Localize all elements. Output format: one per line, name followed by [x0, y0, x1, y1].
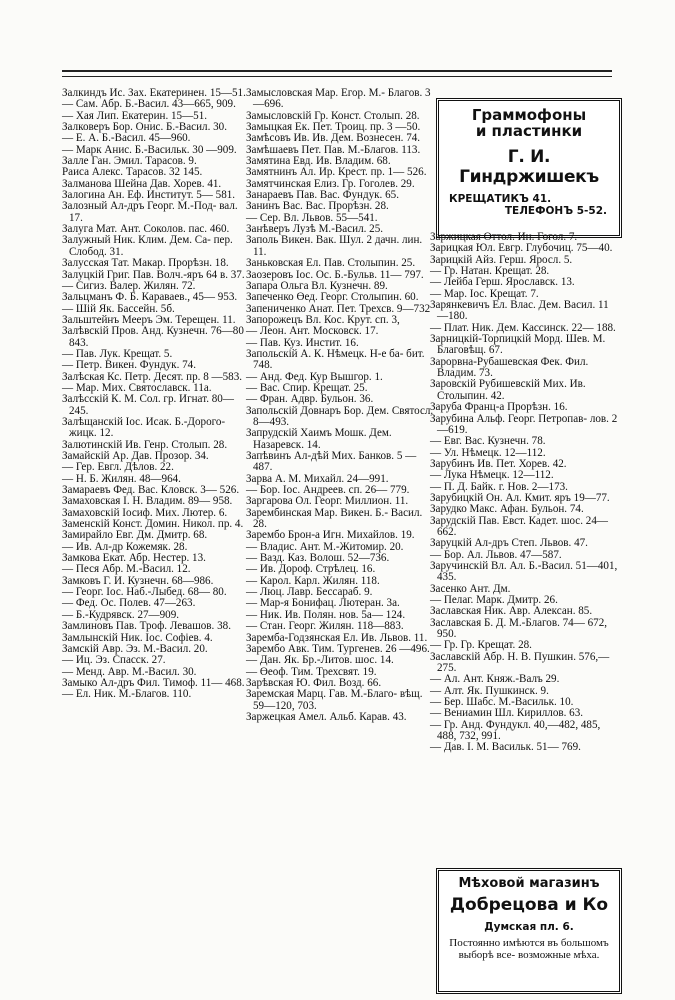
- directory-column-2: [246, 88, 434, 723]
- directory-entry: — Фед. Ос. Полев. 47—263.: [62, 597, 196, 610]
- directory-entry: Запара Ольга Вл. Кузнечн. 89.: [246, 279, 388, 292]
- directory-entry: Зарубина Альф. Георг. Петропав- лов. 2—619.: [430, 412, 618, 436]
- directory-entry: Замыцкая Ек. Пет. Троиц. пр. 3 —50.: [246, 121, 421, 134]
- directory-entry: — Вазд. Каз. Волош. 52—736.: [246, 552, 390, 565]
- directory-entry: Запеченко Өед. Георг. Столыпин. 60.: [246, 291, 419, 304]
- directory-entry: Зарудко Макс. Афан. Бульон. 74.: [430, 503, 584, 516]
- directory-entry: — Леон. Ант. Московск. 17.: [246, 325, 379, 338]
- directory-entry: — Бер. Шабс. М.-Васильк. 10.: [430, 696, 574, 709]
- directory-entry: Заремская Марц. Гав. М.-Благо- вѣщ. 59—120, 703.: [246, 688, 423, 712]
- fur-shop-advertisement: [436, 868, 622, 994]
- directory-entry: Заручинскій Вл. Ал. Б.-Васил. 51—401, 435.: [430, 559, 618, 584]
- directory-entry: Замаховская І. Н. Владим. 89— 958.: [62, 495, 233, 508]
- directory-entry: Заржицкая Оттол. Ин. Гогол. 7.: [430, 231, 578, 243]
- directory-entry: Зарорвна-Рубашевская Фек. Фил. Владим. 73.: [430, 355, 589, 380]
- gramophone-advertisement: [436, 98, 622, 238]
- directory-entry: Зарицкая Юл. Евгр. Глубочиц. 75—40.: [430, 242, 613, 255]
- ad-fur-line1: Мѣховой магазинъ: [458, 876, 600, 891]
- directory-entry: Заремба-Годзянская Ел. Ив. Львов. 11.: [246, 631, 428, 644]
- directory-entry: — Плат. Ник. Дем. Кассинск. 22— 188.: [430, 321, 616, 334]
- directory-entry: — Гр. Анд. Фундукл. 40,—482, 485, 488, 732, 991.: [430, 718, 601, 743]
- directory-entry: — Ел. Ник. М.-Благов. 110.: [62, 688, 192, 701]
- directory-entry: Зальштейнъ Мееръ Эм. Терещен. 11.: [62, 313, 236, 326]
- directory-entry: Замысловская Мар. Егор. М.- Благов. 3—696.: [246, 87, 431, 111]
- directory-entry: Засенко Ант. Дм.: [430, 582, 511, 595]
- ad-gramophone-name: Г. И. Гиндржишекъ: [459, 147, 599, 187]
- directory-entry: Залѣсскій К. М. Сол. гр. Игнат. 80—245.: [62, 393, 234, 417]
- directory-entry: Замараевъ Фед. Вас. Кловск. 3— 526.: [62, 484, 240, 497]
- directory-entry: — Марк Анис. Б.-Васильк. 30 —909.: [62, 143, 237, 156]
- directory-entry: Заславская Б. Д. М.-Благов. 74— 672, 950.: [430, 616, 608, 641]
- directory-entry: — Пав. Куз. Инстит. 16.: [246, 336, 359, 349]
- top-rule: [62, 70, 612, 72]
- directory-entry: Запольскій А. К. Нѣмецк. Н-е ба- бит. 748.: [246, 347, 425, 372]
- directory-entry: Залозный Ал-дръ Георг. М.-Под- вал. 17.: [62, 200, 238, 224]
- directory-entry: Раиса Алекс. Тарасов. 32 145.: [62, 166, 203, 179]
- directory-entry: Запрудскій Хаимъ Мошк. Дем. Назаревск. 14.: [246, 427, 392, 451]
- directory-entry: — Евг. Вас. Кузнечн. 78.: [430, 435, 546, 448]
- directory-column-1: [62, 88, 250, 701]
- directory-entry: Замятчинская Елиз. Гр. Гоголев. 29.: [246, 177, 415, 190]
- directory-entry: Зарва А. М. Михайл. 24—991.: [246, 472, 389, 485]
- directory-entry: — Лейба Герш. Ярославск. 13.: [430, 276, 575, 289]
- ad-gramophone-address: КРЕЩАТИКЪ 41.: [449, 193, 552, 205]
- directory-entry: Запениченко Анат. Пет. Трехсв. 9—732: [246, 302, 431, 315]
- directory-entry: — Бор. Іос. Андреев. сп. 26— 779.: [246, 484, 410, 497]
- directory-entry: — Георг. Іос. Наб.-Лыбед. 68— 80.: [62, 586, 227, 599]
- directory-entry: Заславскій Абр. Н. В. Пушкин. 576,—275.: [430, 650, 610, 675]
- directory-entry: — Дав. І. М. Васильк. 51— 769.: [430, 741, 581, 754]
- directory-entry: Зарицкій Айз. Герш. Яросл. 5.: [430, 253, 573, 266]
- ad-gramophone-phone: ТЕЛЕФОНЪ 5-52.: [504, 205, 607, 217]
- directory-entry: Запѣвинъ Ал-дѣй Мих. Банков. 5 —487.: [246, 450, 417, 474]
- directory-entry: Запорожецъ Вл. Кос. Крут. сп. 3,: [246, 313, 400, 326]
- directory-entry: Залѣвскій Пров. Анд. Кузнечн. 76—80 843.: [62, 325, 244, 349]
- directory-entry: Зарудскій Пав. Евст. Кадет. шос. 24—662.: [430, 514, 608, 538]
- directory-entry: Залманова Шейна Дав. Хорев. 41.: [62, 177, 222, 190]
- directory-entry: — Ник. Ив. Полян. нов. 5а— 124.: [246, 608, 406, 621]
- directory-entry: Занѣверъ Лузѣ М.-Васил. 25.: [246, 223, 384, 236]
- directory-entry: — Ал. Ант. Княж.-Валъ 29.: [430, 673, 560, 686]
- directory-entry: Зарницкій-Торпицкій Морд. Шев. М. Благовѣщ. 67.: [430, 333, 606, 357]
- directory-entry: Замыко Ал-дръ Фил. Тимоф. 11— 468.: [62, 676, 245, 689]
- directory-entry: — Фран. Адвр. Бульон. 36.: [246, 393, 374, 406]
- directory-entry: — Шій Як. Бассейн. 5б.: [62, 302, 175, 315]
- directory-entry: — Мар. Мих. Святославск. 11а.: [62, 381, 212, 394]
- directory-entry: Замысловскій Гр. Конст. Столып. 28.: [246, 109, 420, 122]
- directory-entry: — Дан. Як. Бр.-Литов. шос. 14.: [246, 654, 394, 667]
- directory-entry: — Вениамин Шл. Кириллов. 63.: [430, 707, 584, 720]
- directory-entry: — Лука Нѣмецк. 12—112.: [430, 469, 554, 482]
- directory-entry: — Вас. Спир. Крещат. 25.: [246, 381, 368, 394]
- directory-entry: Замаховскій Іосиф. Мих. Лютер. 6.: [62, 506, 228, 519]
- directory-entry: — Стан. Георг. Жилян. 118—883.: [246, 620, 404, 633]
- directory-entry: Заржецкая Амел. Альб. Карав. 43.: [246, 710, 407, 723]
- directory-entry: Заргарова Ол. Георг. Миллион. 11.: [246, 495, 409, 508]
- directory-entry: Залогина Ан. Еф. Институт. 5— 581.: [62, 189, 236, 202]
- directory-column-3: [430, 232, 618, 754]
- ad-fur-note: Постоянно имѣются въ большомъ выборѣ все- возможные мѣха.: [449, 937, 609, 961]
- directory-entry: Замятнинъ Ал. Ир. Крест. пр. 1— 526.: [246, 166, 427, 179]
- directory-entry: Зарембинская Мар. Викен. Б.- Васил. 28.: [246, 506, 423, 531]
- directory-entry: Зарубицкій Он. Ал. Кмит. яръ 19—77.: [430, 491, 610, 504]
- directory-entry: Залѣская Кс. Петр. Десят. пр. 8 —583.: [62, 370, 243, 383]
- directory-entry: Замѣшаевъ Пет. Пав. М.-Благов. 113.: [246, 143, 421, 156]
- directory-entry: — Мар-я Бонифац. Лютеран. 3а.: [246, 597, 400, 610]
- directory-entry: Заполь Викен. Вак. Шул. 2 дачн. лин. 11.: [246, 234, 423, 258]
- directory-entry: — Карол. Карл. Жилян. 118.: [246, 574, 380, 587]
- directory-entry: — П. Д. Байк. г. Нов. 2—173.: [430, 480, 568, 493]
- directory-entry: — Пав. Лук. Крещат. 5.: [62, 347, 173, 360]
- directory-entry: Зарянкевичъ Ел. Влас. Дем. Васил. 11—180.: [430, 299, 609, 323]
- directory-entry: Заозеровъ Іос. Ос. Б.-Бульв. 11— 797.: [246, 268, 424, 281]
- ad-fur-name: Добрецова и Ко: [449, 895, 609, 915]
- directory-entry: — Пелаг. Марк. Дмитр. 26.: [430, 594, 558, 606]
- directory-entry: Запольскій Довнаръ Бор. Дем. Святосл. 8—493.: [246, 404, 434, 428]
- directory-entry: — Ив. Ал-др Кожемяк. 28.: [62, 540, 188, 553]
- directory-entry: — Гр. Гр. Крещат. 28.: [430, 639, 532, 652]
- directory-entry: Замятина Евд. Ив. Владим. 68.: [246, 155, 391, 168]
- directory-entry: Залуцкій Григ. Пав. Волч.-яръ 64 в. 37.: [62, 268, 245, 281]
- directory-entry: Замскій Авр. Эз. М.-Васил. 20.: [62, 642, 208, 655]
- directory-entry: Заруба Франц-а Прорѣзн. 16.: [430, 401, 568, 414]
- directory-entry: Замлиновъ Пав. Троф. Левашов. 38.: [62, 620, 231, 633]
- directory-entry: Залусская Тат. Макар. Прорѣзн. 18.: [62, 257, 229, 270]
- directory-entry: — Сер. Вл. Львов. 55—541.: [246, 211, 378, 224]
- directory-entry: — Мар. Іос. Крещат. 7.: [430, 287, 539, 300]
- directory-entry: Заменскій Конст. Домин. Никол. пр. 4.: [62, 518, 244, 531]
- directory-entry: — Анд. Фед. Кур Вышгор. 1.: [246, 370, 383, 383]
- directory-entry: Зарембо Авк. Тим. Тургенев. 26 —496.: [246, 642, 430, 655]
- top-rule-thin: [62, 76, 612, 77]
- directory-entry: — Гер. Евгл. Дѣлов. 22.: [62, 461, 174, 474]
- directory-entry: — Өеоф. Тим. Трехсвят. 19.: [246, 665, 377, 678]
- directory-entry: Занараевъ Пав. Вас. Фундук. 65.: [246, 189, 399, 202]
- directory-entry: Залѣщанскій Іос. Исак. Б.-Дорого- жицк. 12.: [62, 415, 226, 440]
- directory-entry: Замайскій Ар. Дав. Прозор. 34.: [62, 450, 209, 462]
- directory-entry: Залкиндъ Ис. Зах. Екатеринен. 15—51.: [62, 87, 246, 99]
- directory-entry: Залуга Мат. Ант. Соколов. пас. 460.: [62, 223, 230, 236]
- directory-entry: Замлынскій Ник. Іос. Софіев. 4.: [62, 631, 213, 644]
- directory-entry: Заньковская Ел. Пав. Столыпин. 25.: [246, 257, 416, 270]
- directory-entry: Замкова Екат. Абр. Нестер. 13.: [62, 552, 206, 565]
- directory-entry: — Гр. Натан. Крещат. 28.: [430, 265, 550, 278]
- directory-entry: — Сигиз. Валер. Жилян. 72.: [62, 279, 196, 292]
- directory-entry: — Алт. Як. Пушкинск. 9.: [430, 684, 549, 697]
- directory-entry: Залле Ган. Эмил. Тарасов. 9.: [62, 155, 197, 168]
- directory-entry: Заславская Ник. Авр. Алексан. 85.: [430, 605, 593, 618]
- ad-fur-address: Думская пл. 6.: [484, 921, 574, 933]
- directory-entry: Заруцкій Ал-дръ Степ. Львов. 47.: [430, 537, 588, 550]
- directory-entry: — Песя Абр. М.-Васил. 12.: [62, 563, 191, 576]
- directory-entry: Заровскій Рубишевскій Мих. Ив. Столыпин. 42.: [430, 378, 586, 402]
- directory-entry: Замѣсовъ Ив. Ив. Дем. Вознесен. 74.: [246, 132, 421, 145]
- directory-entry: — Иц. Эз. Спасск. 27.: [62, 654, 166, 667]
- directory-entry: Зарѣвская Ю. Фил. Возд. 66.: [246, 676, 382, 689]
- directory-entry: Залужный Ник. Клим. Дем. Са- пер. Слобод. 31.: [62, 234, 233, 258]
- directory-entry: — Менд. Авр. М.-Васил. 30.: [62, 665, 197, 678]
- ad-gramophone-line1: Граммофоны: [471, 106, 587, 124]
- directory-entry: Залютинскій Ив. Генр. Столып. 28.: [62, 438, 228, 451]
- directory-entry: — Владис. Ант. М.-Житомир. 20.: [246, 540, 404, 553]
- directory-entry: Зальцманъ Ф. Б. Караваев., 45— 953.: [62, 291, 238, 304]
- directory-entry: Замирайло Евг. Дм. Дмитр. 68.: [62, 529, 208, 542]
- directory-entry: — Бор. Ал. Львов. 47—587.: [430, 548, 562, 561]
- directory-entry: Замковъ Г. И. Кузнечн. 68—986.: [62, 574, 214, 587]
- directory-entry: — Сам. Абр. Б.-Васил. 43—665, 909.: [62, 98, 236, 111]
- directory-entry: — Ив. Дороф. Стрѣлец. 16.: [246, 563, 376, 576]
- ad-gramophone-line2: и пластинки: [475, 122, 583, 140]
- directory-entry: — Люц. Лавр. Бессараб. 9.: [246, 586, 373, 599]
- directory-entry: Зарембо Брон-а Игн. Михайлов. 19.: [246, 529, 415, 542]
- directory-entry: — Ул. Нѣмецк. 12—112.: [430, 446, 546, 459]
- directory-entry: Залковеръ Бор. Онис. Б.-Васил. 30.: [62, 121, 227, 134]
- directory-entry: Занинъ Вас. Вас. Прорѣзн. 28.: [246, 200, 389, 213]
- directory-entry: — Петр. Викен. Фундук. 74.: [62, 359, 196, 372]
- directory-entry: — Е. А. Б.-Васил. 45—960.: [62, 132, 191, 145]
- directory-entry: — Б.-Кудрявск. 27—909.: [62, 608, 180, 621]
- directory-entry: — Н. Б. Жилян. 48—964.: [62, 472, 181, 485]
- directory-entry: — Хая Лип. Екатерин. 15—51.: [62, 109, 208, 122]
- directory-entry: Зарубинъ Ив. Пет. Хорев. 42.: [430, 457, 567, 470]
